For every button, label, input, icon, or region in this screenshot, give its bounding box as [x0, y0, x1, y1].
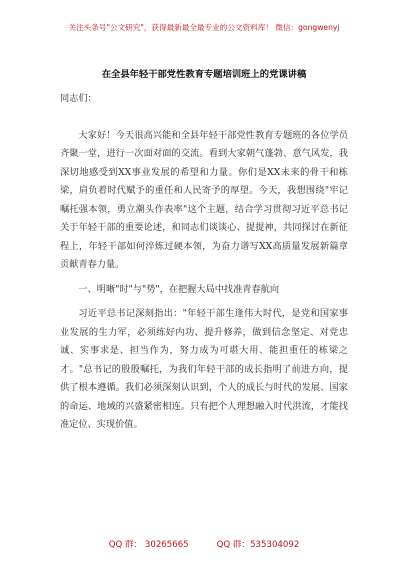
paragraph-section-1: 习近平总书记深刻指出："年轻干部生逢伟大时代，是党和国家事业发展的生力军，必须练好内功、提升修养，做到信念坚定、对党忠诚、实事求是、担当作为，努力成为可堪大用、能担重任的栋梁之才。"总书记的殷殷嘱托，为我们年轻干部的成长指明了前进方向，提供了根本遵循。我们必须深刻认识到，个人的成长与时代的发展、国家的命运、地域的兴盛紧密相连。只有把个人理想融入时代洪流，才能找准定位、实现价值。: [60, 308, 348, 430]
paragraph-intro: 大家好！今天很高兴能和全县年轻干部党性教育专题班的各位学员齐聚一堂，进行一次面对面的交流。看到大家朝气蓬勃、意气风发，我深切地感受到XX事业发展的希望和力量。你们是XX未来的骨干和栋梁，肩负着时代赋予的重任和人民寄予的厚望。今天，我想围绕"牢记嘱托强本领，勇立潮头作表率"这个主题，结合学习贯彻习近平总书记关于年轻干部的重要论述，和同志们谈谈心、提提神，共同探讨在新征程上，年轻干部如何淬炼过硬本领，为奋力谱写XX高质量发展新篇章贡献青春力量。: [60, 129, 348, 270]
header-promo-note: 关注头条号"公文研究"，获得最新最全最专业的公文资料库！ 微信：gongwenyj: [68, 23, 340, 32]
footer-qq-group-2: QQ 群：535304092: [216, 540, 300, 550]
section-heading: 一、明晰"时"与"势"，在把握大局中找准青春航向: [78, 283, 280, 295]
document-body: [60, 90, 348, 435]
document-title: 在全县年轻干部党性教育专题培训班上的党课讲稿: [101, 69, 307, 80]
greeting: 同志们：: [60, 93, 97, 104]
footer-contacts: [0, 538, 408, 550]
footer-qq-group-1: QQ 群： 30265665: [108, 540, 189, 550]
